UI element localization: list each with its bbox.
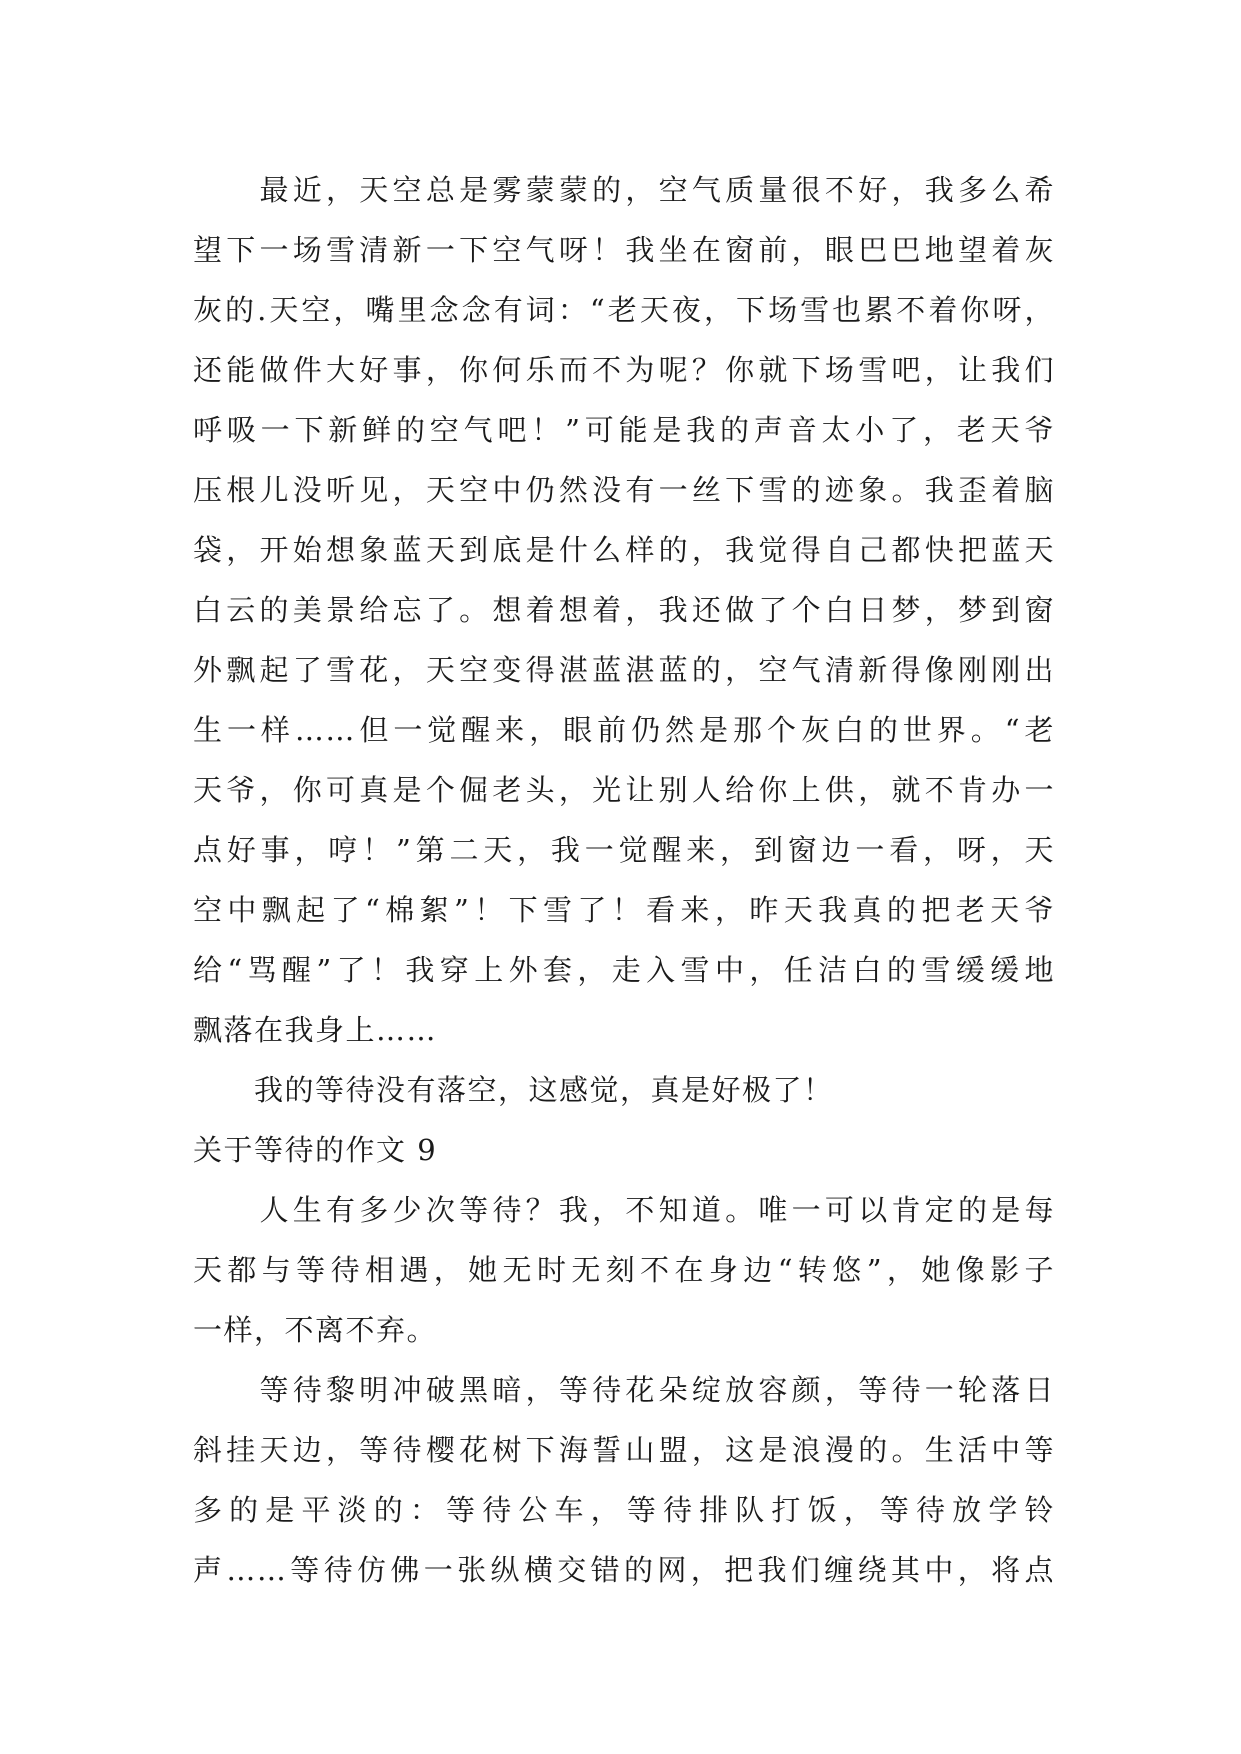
- text-line: 白云的美景给忘了。想着想着，我还做了个白日梦，梦到窗: [193, 593, 1055, 627]
- text-line: 还能做件大好事，你何乐而不为呢？你就下场雪吧，让我们: [193, 353, 1055, 387]
- text-line: 声……等待仿佛一张纵横交错的网，把我们缠绕其中，将点: [193, 1553, 1055, 1587]
- paragraph-waiting-examples: [193, 1360, 1055, 1600]
- text-line: 生一样……但一觉醒来，眼前仍然是那个灰白的世界。“老: [193, 713, 1055, 747]
- text-line: 多的是平淡的：等待公车，等待排队打饭，等待放学铃: [193, 1493, 1055, 1527]
- document-body: [193, 160, 1055, 1600]
- text-line: 给“骂醒”了！我穿上外套，走入雪中，任洁白的雪缓缓地: [193, 953, 1055, 987]
- text-line: 我的等待没有落空，这感觉，真是好极了！: [193, 1073, 834, 1107]
- paragraph-waiting-intro: [193, 1180, 1055, 1360]
- text-line: 天爷，你可真是个倔老头，光让别人给你上供，就不肯办一: [193, 773, 1055, 807]
- text-line: 点好事，哼！”第二天，我一觉醒来，到窗边一看，呀，天: [193, 833, 1055, 867]
- paragraph-snow-story: [193, 160, 1055, 1060]
- text-line: 最近，天空总是雾蒙蒙的，空气质量很不好，我多么希: [193, 173, 1055, 207]
- text-line: 空中飘起了“棉絮”！下雪了！看来，昨天我真的把老天爷: [193, 893, 1055, 927]
- text-line: 飘落在我身上……: [193, 1013, 438, 1047]
- text-line: 天都与等待相遇，她无时无刻不在身边“转悠”，她像影子: [193, 1253, 1055, 1287]
- essay-title: 关于等待的作文 9: [193, 1133, 438, 1167]
- text-line: 压根儿没听见，天空中仍然没有一丝下雪的迹象。我歪着脑: [193, 473, 1055, 507]
- text-line: 斜挂天边，等待樱花树下海誓山盟，这是浪漫的。生活中等: [193, 1433, 1055, 1467]
- text-line: 呼吸一下新鲜的空气吧！”可能是我的声音太小了，老天爷: [193, 413, 1055, 447]
- text-line: 灰的.天空，嘴里念念有词：“老天夜，下场雪也累不着你呀，: [193, 293, 1055, 327]
- paragraph-conclusion: [193, 1060, 1055, 1120]
- text-line: 等待黎明冲破黑暗，等待花朵绽放容颜，等待一轮落日: [193, 1373, 1055, 1407]
- text-line: 袋，开始想象蓝天到底是什么样的，我觉得自己都快把蓝天: [193, 533, 1055, 567]
- text-line: 人生有多少次等待？我，不知道。唯一可以肯定的是每: [193, 1193, 1055, 1227]
- text-line: 一样，不离不弃。: [193, 1313, 438, 1347]
- text-line: 望下一场雪清新一下空气呀！我坐在窗前，眼巴巴地望着灰: [193, 233, 1055, 267]
- text-line: 外飘起了雪花，天空变得湛蓝湛蓝的，空气清新得像刚刚出: [193, 653, 1055, 687]
